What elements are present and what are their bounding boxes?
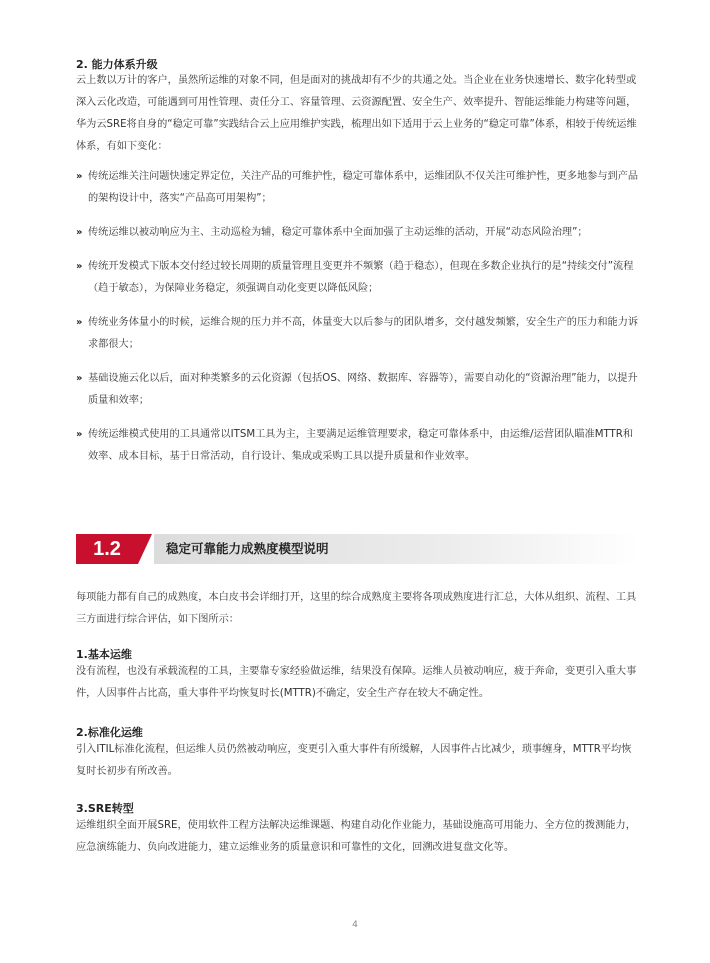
section-heading-capability-upgrade: 2. 能力体系升级 (76, 58, 158, 71)
bullet-marker-icon: » (76, 227, 83, 238)
maturity-intro-paragraph: 每项能力都有自己的成熟度，本白皮书会详细打开，这里的综合成熟度主要将各项成熟度进行汇总，大体从组织、流程、工具三方面进行综合评估，如下图所示： (76, 592, 637, 625)
bullet-text: 传统运维以被动响应为主、主动巡检为辅，稳定可靠体系中全面加强了主动运维的活动，开展“动态风险治理”； (88, 227, 588, 238)
bullet-marker-icon: » (76, 373, 83, 384)
list-item (76, 424, 640, 468)
level-text-standardized: 引入ITIL标准化流程，但运维人员仍然被动响应，变更引入重大事件有所缓解，人因事件占比减少，琐事缠身，MTTR平均恢复时长初步有所改善。 (76, 744, 632, 777)
bullet-marker-icon: » (76, 429, 83, 440)
level-text-sre: 运维组织全面开展SRE，使用软件工程方法解决运维课题、构建自动化作业能力，基础设施高可用能力、全方位的拨测能力，应急演练能力、负向改进能力，建立运维业务的质量意识和可靠性的文化，回溯改进复盘文化等。 (76, 820, 636, 853)
list-item (76, 312, 640, 356)
bullet-text: 基础设施云化以后，面对种类繁多的云化资源（包括OS、网络、数据库、容器等），需要自动化的“资源治理”能力，以提升质量和效率； (88, 373, 638, 406)
level-text-basic: 没有流程，也没有承载流程的工具，主要靠专家经验做运维，结果没有保障。运维人员被动响应，疲于奔命，变更引入重大事件，人因事件占比高，重大事件平均恢复时长(MTTR)不确定，安全生产存在较大不确定性。 (76, 666, 637, 699)
list-item (76, 222, 640, 244)
bullet-marker-icon: » (76, 171, 83, 182)
bullet-text: 传统开发模式下版本交付经过较长周期的质量管理且变更并不频繁（趋于稳态），但现在多数企业执行的是“持续交付”流程（趋于敏态），为保障业务稳定，须强调自动化变更以降低风险； (88, 261, 634, 294)
bullet-text: 传统业务体量小的时候，运维合规的压力并不高，体量变大以后参与的团队增多，交付越发频繁，安全生产的压力和能力诉求都很大； (88, 317, 639, 350)
banner-wedge (138, 534, 152, 564)
bullet-marker-icon: » (76, 261, 83, 272)
page-number: 4 (352, 920, 358, 930)
list-item (76, 256, 640, 300)
section-banner (76, 534, 640, 564)
bullet-text: 传统运维关注问题快速定界定位，关注产品的可维护性，稳定可靠体系中，运维团队不仅关注可维护性，更多地参与到产品的架构设计中，落实“产品高可用架构”； (88, 171, 639, 204)
level-heading-standardized: 2.标准化运维 (76, 726, 143, 739)
list-item (76, 368, 640, 412)
level-heading-sre: 3.SRE转型 (76, 802, 134, 815)
list-item (76, 166, 640, 210)
bullet-text: 传统运维模式使用的工具通常以ITSM工具为主，主要满足运维管理要求，稳定可靠体系中，由运维/运营团队瞄准MTTR和效率、成本目标，基于日常活动，自行设计、集成或采购工具以提升质量和作业效率。 (88, 429, 634, 462)
section-title: 稳定可靠能力成熟度模型说明 (166, 541, 329, 556)
section-number-badge: 1.2 (76, 534, 138, 564)
level-heading-basic: 1.基本运维 (76, 648, 132, 661)
bullet-list (76, 166, 640, 480)
bullet-marker-icon: » (76, 317, 83, 328)
section-intro-paragraph: 云上数以万计的客户，虽然所运维的对象不同，但是面对的挑战却有不少的共通之处。当企业在业务快速增长、数字化转型或深入云化改造，可能遇到可用性管理、责任分工、容量管理、云资源配置、安全生产、效率提升、智能运维能力构建等问题，华为云SRE将自身的“稳定可靠”实践结合云上应用维护实践，梳理出如下适用于云上业务的“稳定可靠”体系，相较于传统运维体系，有如下变化： (76, 75, 637, 152)
